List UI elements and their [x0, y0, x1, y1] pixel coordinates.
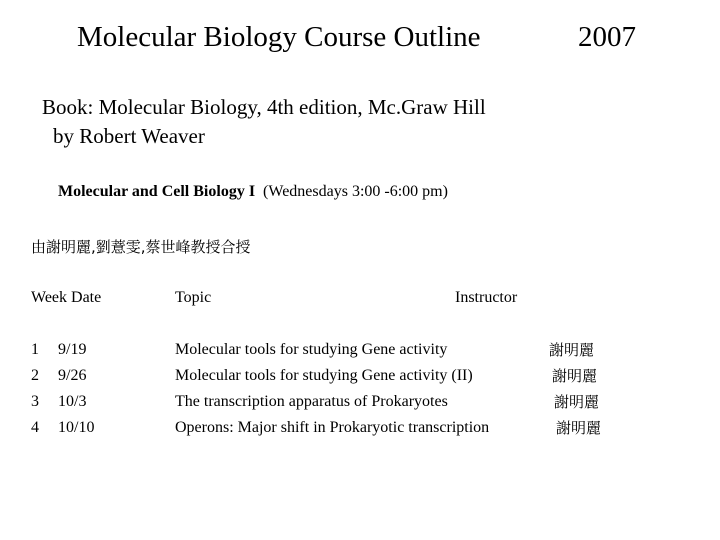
column-header-instructor: Instructor: [455, 289, 518, 306]
week-instructor: 謝明麗: [556, 419, 602, 437]
week-topic: Operons: Major shift in Prokaryotic transcription: [175, 419, 490, 436]
table-row: [0, 339, 720, 365]
author-line: by Robert Weaver: [53, 124, 205, 148]
table-row: [0, 417, 720, 443]
week-topic: Molecular tools for studying Gene activity: [175, 341, 448, 358]
year-label: 2007: [578, 21, 636, 53]
course-heading: [58, 181, 448, 203]
week-topic: Molecular tools for studying Gene activity (II): [175, 367, 473, 384]
table-row: [0, 391, 720, 417]
week-date: 10/3: [58, 393, 87, 410]
column-header-week-date: Week Date: [31, 289, 102, 306]
teachers-note: 由謝明麗,劉薏雯,蔡世峰教授合授: [31, 238, 251, 256]
course-schedule: (Wednesdays 3:00 -6:00 pm): [263, 183, 448, 200]
week-instructor: 謝明麗: [554, 393, 600, 411]
week-number: 1: [31, 341, 39, 358]
week-instructor: 謝明麗: [552, 367, 598, 385]
week-number: 4: [31, 419, 39, 436]
week-number: 2: [31, 367, 39, 384]
week-date: 9/26: [58, 367, 87, 384]
page-title: Molecular Biology Course Outline: [77, 21, 481, 53]
week-instructor: 謝明麗: [549, 341, 595, 359]
column-header-topic: Topic: [175, 289, 212, 306]
course-name: Molecular and Cell Biology I: [58, 183, 256, 200]
table-row: [0, 365, 720, 391]
week-date: 10/10: [58, 419, 95, 436]
week-number: 3: [31, 393, 39, 410]
week-date: 9/19: [58, 341, 87, 358]
week-topic: The transcription apparatus of Prokaryotes: [175, 393, 448, 410]
book-line: Book: Molecular Biology, 4th edition, Mc.Graw Hill: [42, 95, 486, 119]
